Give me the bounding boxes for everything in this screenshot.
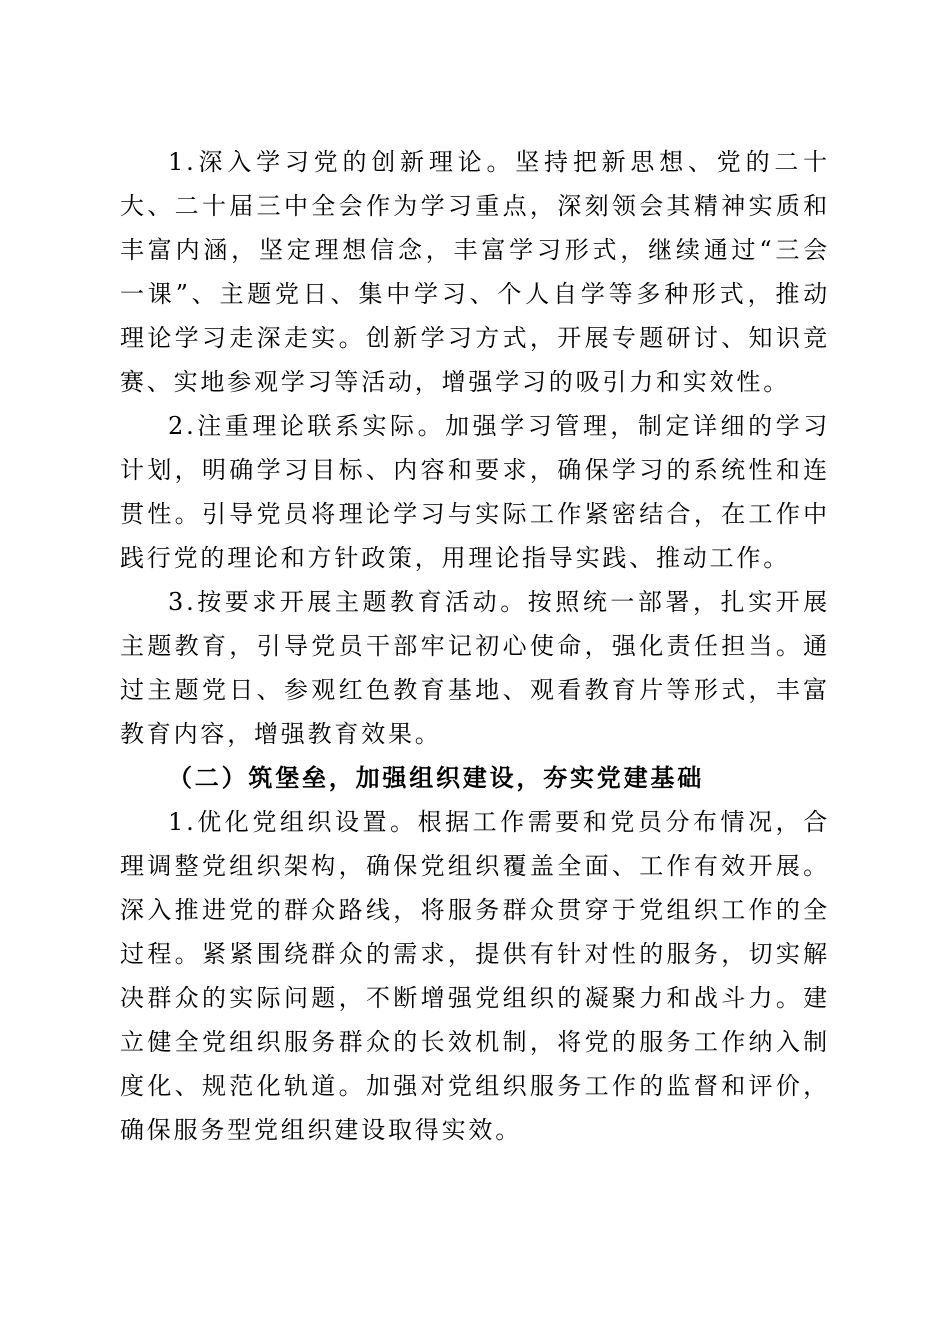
document-body — [120, 140, 830, 1152]
paragraph-theme-education: 3.按要求开展主题教育活动。按照统一部署，扎实开展主题教育，引导党员干部牢记初心使命，强化责任担当。通过主题党日、参观红色教育基地、观看教育片等形式，丰富教育内容，增强教育效果。 — [120, 588, 830, 748]
paragraph-optimize-organization: 1.优化党组织设置。根据工作需要和党员分布情况，合理调整党组织架构，确保党组织覆盖全面、工作有效开展。深入推进党的群众路线，将服务群众贯穿于党组织工作的全过程。紧紧围绕群众的需求，提供有针对性的服务，切实解决群众的实际问题，不断增强党组织的凝聚力和战斗力。建立健全党组织服务群众的长效机制，将党的服务工作纳入制度化、规范化轨道。加强对党组织服务工作的监督和评价，确保服务型党组织建设取得实效。 — [120, 808, 830, 1144]
section-heading-organization: （二）筑堡垒，加强组织建设，夯实党建基础 — [168, 763, 704, 792]
paragraph-theory-practice: 2.注重理论联系实际。加强学习管理，制定详细的学习计划，明确学习目标、内容和要求，确保学习的系统性和连贯性。引导党员将理论学习与实际工作紧密结合，在工作中践行党的理论和方针政策，用理论指导实践、推动工作。 — [120, 412, 830, 572]
paragraph-study-theory: 1.深入学习党的创新理论。坚持把新思想、党的二十大、二十届三中全会作为学习重点，深刻领会其精神实质和丰富内涵，坚定理想信念，丰富学习形式，继续通过“三会一课”、主题党日、集中学习、个人自学等多种形式，推动理论学习走深走实。创新学习方式，开展专题研讨、知识竞赛、实地参观学习等活动，增强学习的吸引力和实效性。 — [120, 148, 830, 396]
